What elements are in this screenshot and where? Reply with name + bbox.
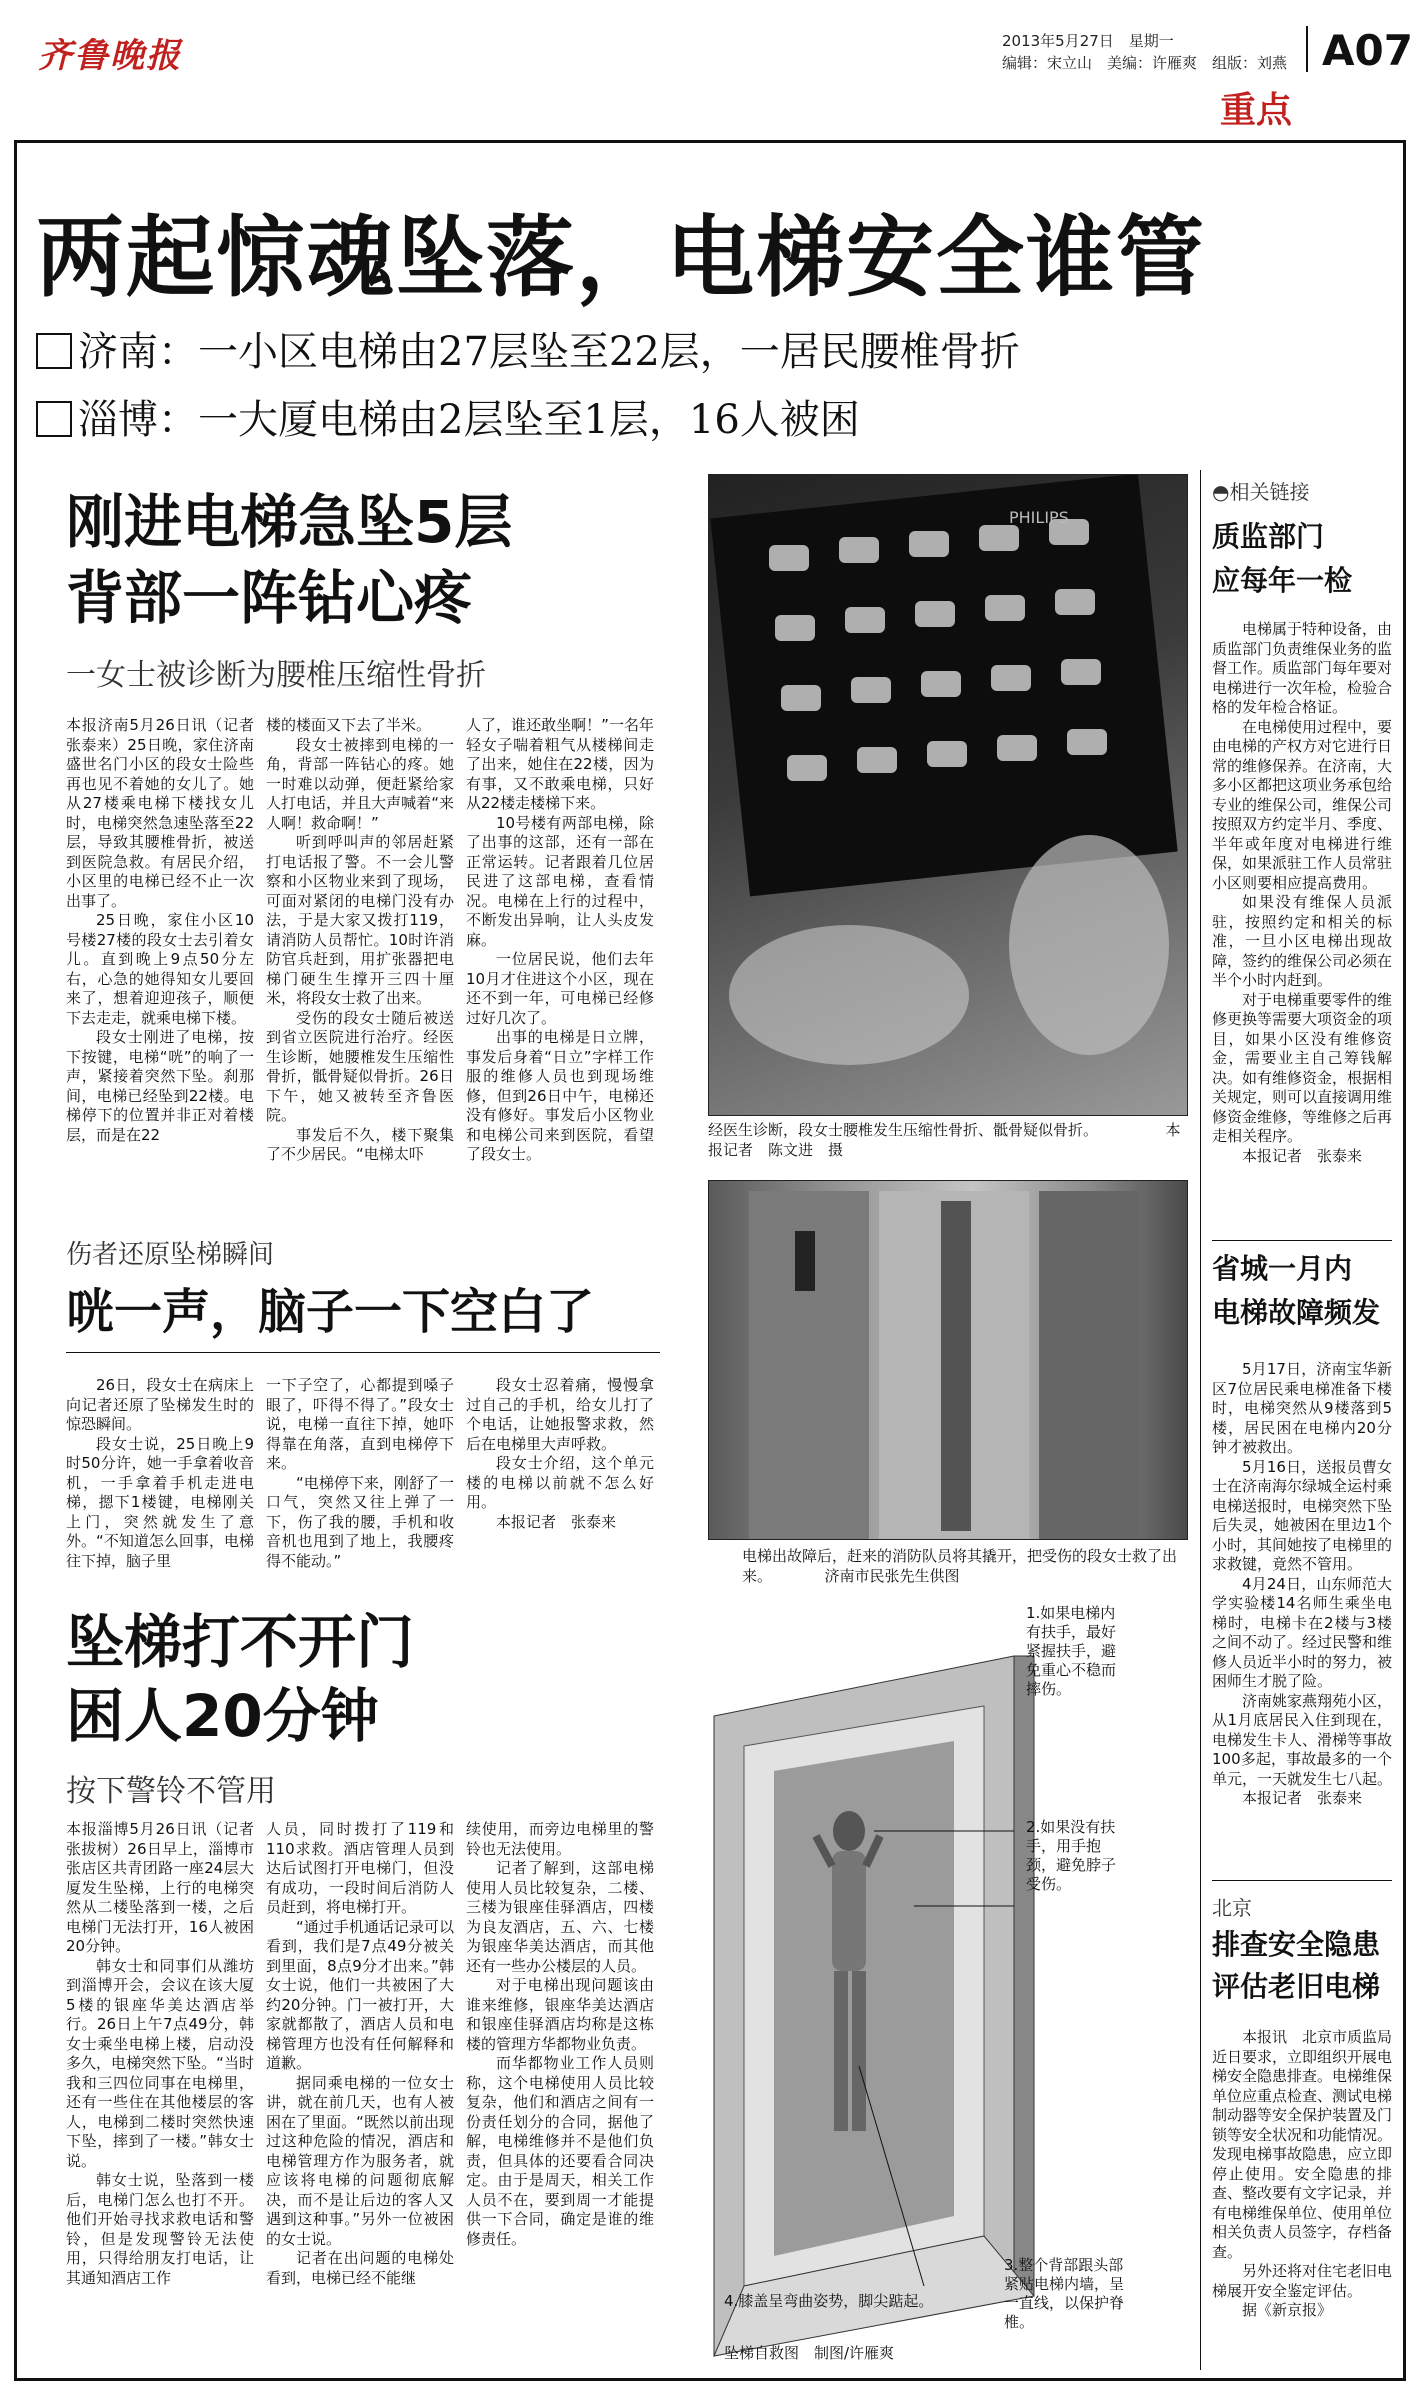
paragraph: 出事的电梯是日立牌，事发后身着“日立”字样工作服的维修人员也到现场维修，但到26日中午，电梯还没有修好。事发后小区物业和电梯公司来到医院，看望了段女士。 xyxy=(466,1028,654,1163)
rescue-tip-1: 1.如果电梯内有扶手，最好紧握扶手，避免重心不稳而摔伤。 xyxy=(1026,1604,1117,1698)
paragraph: 4月24日，山东师范大学实验楼14名师生乘坐电梯时，电梯卡在2楼与3楼之间不动了。经过民警和维修人员近半小时的努力，被困师生才脱了险。 xyxy=(1212,1574,1393,1690)
xray-brand-label: PHILIPS xyxy=(1009,508,1069,527)
elevator-door-illustration xyxy=(709,1181,1187,1539)
right-border xyxy=(1403,140,1406,2380)
paragraph: 本报淄博5月26日讯（记者 张拔树）26日早上，淄博市张店区共青团路一座24层大厦发生坠梯，上行的电梯突然从二楼坠落到一楼，之后电梯门无法打开，16人被困20分钟。 xyxy=(66,1820,270,1955)
paragraph: 而华都物业工作人员则称，这个电梯使用人员比较复杂，他们和酒店之间有一份责任划分的合同，据他了解，电梯维修并不是他们负责，但具体的还要看合同决定。由于是周天，相关工作人员不在，要到周一才能提供一下合同，确定是谁的维修责任。 xyxy=(466,2054,654,2248)
paragraph: 韩女士和同事们从潍坊到淄博开会，会议在该大厦5楼的银座华美达酒店举行。26日上午7点49分，韩女士乘坐电梯上楼，启动没多久，电梯突然下坠。“当时我和三四位同事在电梯里，还有一些住在其他楼层的客人，电梯到二楼时突然快速下坠，摔到了一楼。”韩女士说。 xyxy=(66,1956,254,2170)
paragraph: “电梯停下来，刚舒了一口气，突然又往上弹了一下，伤了我的腰，手机和收音机也甩到了地上，我腰疼得不能动。” xyxy=(266,1473,454,1570)
sidebar2-title-line1: 省城一月内 xyxy=(1212,1252,1353,1285)
paragraph: “通过手机通话记录可以看到，我们是7点49分被关到里面，8点9分才出来。”韩女士说，他们一共被困了大约20分钟。门一被打开，大家就都散了，酒店人员和电梯管理方也没有任何解释和道歉。 xyxy=(266,1917,454,2072)
page-number: A07 xyxy=(1322,26,1413,75)
sidebar1-title-line2: 应每年一检 xyxy=(1212,564,1353,597)
paragraph: 25日晚，家住小区10号楼27楼的段女士去引着女儿。直到晚上9点50分左右，心急的她得知女儿要回来了，想着迎迎孩子，顺便下去走走，就乘电梯下楼。 xyxy=(66,911,254,1027)
staff-credits: 编辑：宋立山 美编：许雁爽 组版：刘燕 xyxy=(1002,54,1288,72)
story3-column-2 xyxy=(266,1820,454,2288)
paragraph: 段女士被摔到电梯的一角，背部一阵钻心的疼。她一时难以动弹，便赶紧给家人打电话，并且大声喊着“来人啊！救命啊！” xyxy=(266,735,454,832)
newspaper-masthead: 齐鲁晚报 xyxy=(38,36,182,76)
story1-column-1 xyxy=(66,716,270,1145)
paragraph: 5月17日，济南宝华新区7位居民乘电梯准备下楼时，电梯突然从9楼落到5楼，居民困在电梯内20分钟才被救出。 xyxy=(1212,1360,1392,1456)
header-divider xyxy=(1306,26,1308,72)
story2-title: 咣一声，脑子一下空白了 xyxy=(66,1284,595,1340)
paragraph: 本报记者 张泰来 xyxy=(496,1512,617,1531)
rescue-tip-2: 2.如果没有扶手，用手抱颈，避免脖子受伤。 xyxy=(1026,1818,1117,1893)
paragraph: 受伤的段女士随后被送到省立医院进行治疗。经医生诊断，她腰椎发生压缩性骨折，骶骨疑似骨折。26日下午，她又被转至齐鲁医院。 xyxy=(266,1008,454,1124)
sidebar3-body xyxy=(1212,2028,1392,2321)
xray-photo xyxy=(708,474,1188,1116)
paragraph: 段女士说，25日晚上9时50分许，她一手拿着收音机，一手拿着手机走进电梯，摁下1楼键，电梯刚关上门，突然就发生了意外。“不知道怎么回事，电梯往下掉，脑子里 xyxy=(66,1434,254,1570)
sidebar-rule-2 xyxy=(1212,1880,1392,1881)
byline: 本报记者 张泰来 xyxy=(1242,1146,1363,1165)
xray-photo-caption: 经医生诊断，段女士腰椎发生压缩性骨折、骶骨疑似骨折。 本报记者 陈文进 摄 xyxy=(708,1121,1181,1159)
paragraph: 记者在出问题的电梯处看到，电梯已经不能继 xyxy=(266,2249,454,2287)
story1-deck: 一女士被诊断为腰椎压缩性骨折 xyxy=(66,658,486,693)
rescue-tip-3: 3.整个背部跟头部紧贴电梯内墙，呈一直线，以保护脊椎。 xyxy=(1004,2256,1125,2331)
sidebar2-title-line2: 电梯故障频发 xyxy=(1212,1296,1381,1329)
diagram-caption: 坠梯自救图 制图/许雁爽 xyxy=(724,2344,895,2362)
paragraph: 5月16日，送报员曹女士在济南海尔绿城全运村乘电梯送报时，电梯突然下坠后失灵，她被困在里边1个小时，其间她按了电梯里的求救键，竟然不管用。 xyxy=(1212,1457,1393,1573)
paragraph: 段女士介绍，这个单元楼的电梯以前就不怎么好用。 xyxy=(466,1454,654,1511)
paragraph: 人员，同时拨打了119和110求救。酒店管理人员到达后试图打开电梯门，但没有成功，一段时间后消防人员赶到，将电梯打开。 xyxy=(266,1820,454,1916)
sidebar-divider xyxy=(1200,470,1201,2370)
paragraph: 本报济南5月26日讯（记者 张泰来）25日晚，家住济南盛世名门小区的段女士险些再也见不着她的女儿了。她从27楼乘电梯下楼找女儿时，电梯突然急速坠落至22层，导致其腰椎骨折，被送到医院急救。有居民介绍，小区里的电梯已经不止一次出事了。 xyxy=(66,716,270,910)
sidebar1-body xyxy=(1212,620,1392,1166)
story3-title-line1: 坠梯打不开门 xyxy=(66,1608,415,1676)
paragraph: 另外还将对住宅老旧电梯展开安全鉴定评估。 xyxy=(1212,2262,1393,2300)
paragraph: 电梯属于特种设备，由质监部门负责维保业务的监督工作。质监部门每年要对电梯进行一次年检，检验合格的发年检合格证。 xyxy=(1212,620,1393,716)
paragraph: 续使用，而旁边电梯里的警铃也无法使用。 xyxy=(466,1820,654,1858)
bottom-border xyxy=(14,2378,1406,2381)
paragraph: 如果没有维保人员派驻，按照约定和相关的标准，一旦小区电梯出现故障，签约的维保公司必须在半个小时内赶到。 xyxy=(1212,893,1393,989)
sidebar2-body xyxy=(1212,1360,1392,1809)
paragraph: 本报讯 北京市质监局近日要求，立即组织开展电梯安全隐患排查。电梯维保单位应重点检查、测试电梯制动器等安全保护装置及门锁等安全状况和功能情况。发现电梯事故隐患，应立即停止使用。安全隐患的排查、整改要有文字记录，并有电梯维保单位、使用单位相关负责人员签字，存档备查。 xyxy=(1212,2028,1393,2261)
paragraph: 10号楼有两部电梯，除了出事的这部，还有一部在正常运转。记者跟着几位居民进了这部电梯，查看情况。电梯在上行的过程中，不断发出异响，让人头皮发麻。 xyxy=(466,813,654,949)
story3-column-3 xyxy=(466,1820,654,2249)
top-rule xyxy=(14,140,1406,143)
paragraph: 一位居民说，他们去年10月才住进这个小区，现在还不到一年，可电梯已经修过好几次了。 xyxy=(466,950,654,1027)
paragraph: 韩女士说，坠落到一楼后，电梯门怎么也打不开。他们开始寻找求救电话和警铃，但是发现警铃无法使用，只得给朋友打电话，让其通知酒店工作 xyxy=(66,2171,254,2287)
paragraph: 事发后不久，楼下聚集了不少居民。“电梯太吓 xyxy=(266,1125,454,1163)
paragraph: 26日，段女士在病床上向记者还原了坠梯发生时的惊恐瞬间。 xyxy=(66,1376,254,1433)
story1-column-2 xyxy=(266,716,454,1165)
story1-title-line1: 刚进电梯急坠5层 xyxy=(66,488,513,556)
story2-column-3 xyxy=(466,1376,654,1532)
sidebar3-title-line1: 排查安全隐患 xyxy=(1212,1928,1381,1961)
elevator-photo-caption: 电梯出故障后，赶来的消防队员将其撬开，把受伤的段女士救了出来。 济南市民张先生供图 xyxy=(742,1547,1178,1585)
byline: 本报记者 张泰来 xyxy=(1242,1789,1363,1807)
paragraph: 对于电梯重要零件的维修更换等需要大项资金的项目，如果小区没有维修资金，需要业主自己筹钱解决。如有维修资金，根据相关规定，则可以直接调用维修资金维修，等维修之后再走相关程序。 xyxy=(1212,990,1393,1145)
story3-deck: 按下警铃不管用 xyxy=(66,1774,276,1809)
elevator-door-photo xyxy=(708,1180,1188,1540)
sidebar3-title-line2: 评估老旧电梯 xyxy=(1212,1970,1381,2003)
xray-illustration xyxy=(709,475,1187,1115)
subheadline-jinan: 济南：一小区电梯由27层坠至22层，一居民腰椎骨折 xyxy=(36,320,1020,377)
paragraph: 楼的楼面又下去了半米。 xyxy=(266,716,432,734)
paragraph: 段女士刚进了电梯，按下按键，电梯“咣”的响了一声，紧接着突然下坠。刹那间，电梯已经坠到22楼。电梯停下的位置并非正对着楼层，而是在22 xyxy=(66,1028,254,1144)
story3-column-1 xyxy=(66,1820,270,2288)
sidebar1-title-line1: 质监部门 xyxy=(1212,520,1325,553)
link-icon: ◓ xyxy=(1212,480,1230,504)
dateline: 2013年5月27日 星期一 xyxy=(1002,32,1174,50)
subheadline-zibo: 淄博：一大厦电梯由2层坠至1层，16人被困 xyxy=(36,388,860,445)
paragraph: 听到呼叫声的邻居赶紧打电话报了警。不一会儿警察和小区物业来到了现场，可面对紧闭的电梯门没有办法，于是大家又拨打119，请消防人员帮忙。10时许消防官兵赶到，用扩张器把电梯门硬生生撑开三四十厘米，将段女士救了出来。 xyxy=(266,833,454,1007)
main-headline: 两起惊魂坠落，电梯安全谁管 xyxy=(36,205,1207,309)
story1-title-line2: 背部一阵钻心疼 xyxy=(66,564,473,632)
self-rescue-diagram xyxy=(704,1596,1194,2376)
byline: 据《新京报》 xyxy=(1242,2301,1333,2319)
section-label: 重点 xyxy=(1220,90,1293,131)
sidebar-rule-1 xyxy=(1212,1240,1392,1241)
story2-rule xyxy=(66,1352,660,1353)
paragraph: 对于电梯出现问题该由谁来维修，银座华美达酒店和银座佳驿酒店均称是这栋楼的管理方华都物业负责。 xyxy=(466,1976,654,2053)
paragraph: 人了，谁还敢坐啊！”一名年轻女子喘着粗气从楼梯间走了出来，她住在22楼，因为有事，又不敢乘电梯，只好从22楼走楼梯下来。 xyxy=(466,716,654,812)
story2-column-1 xyxy=(66,1376,254,1571)
left-border xyxy=(14,140,17,2380)
story1-column-3 xyxy=(466,716,654,1165)
sidebar3-tag: 北京 xyxy=(1212,1896,1252,1920)
related-links-tag: ◓相关链接 xyxy=(1212,480,1310,504)
paragraph: 记者了解到，这部电梯使用人员比较复杂，二楼、三楼为银座佳驿酒店，四楼为良友酒店，五、六、七楼为银座华美达酒店，而其他还有一些办公楼层的人员。 xyxy=(466,1859,654,1975)
paragraph: 段女士忍着痛，慢慢拿过自己的手机，给女儿打了个电话，让她报警求救，然后在电梯里大声呼救。 xyxy=(466,1376,654,1453)
paragraph: 济南姚家燕翔苑小区，从1月底居民入住到现在，电梯发生卡人、滑梯等事故100多起，事故最多的一个单元，一天就发生七八起。 xyxy=(1212,1691,1393,1788)
paragraph: 在电梯使用过程中，要由电梯的产权方对它进行日常的维修保养。在济南，大多小区都把这项业务承包给专业的维保公司，维保公司按照双方约定半月、季度、半年或年度对电梯进行维保，如果派驻工作人员常驻小区则要相应提高费用。 xyxy=(1212,717,1393,892)
paragraph: 据同乘电梯的一位女士讲，就在前几天，也有人被困在了里面。“既然以前出现过这种危险的情况，酒店和电梯管理方作为服务者，就应该将电梯的问题彻底解决，而不是让后边的客人又遇到这种事。”另外一位被困的女士说。 xyxy=(266,2073,454,2248)
rescue-tip-4: 4.膝盖呈弯曲姿势，脚尖踮起。 xyxy=(724,2292,934,2310)
checkbox-glyph xyxy=(36,401,72,437)
story2-column-2 xyxy=(266,1376,454,1571)
checkbox-glyph xyxy=(36,333,72,369)
story3-title-line2: 困人20分钟 xyxy=(66,1682,379,1750)
paragraph: 一下子空了，心都提到嗓子眼了，吓得不得了。”段女士说，电梯一直往下掉，她吓得靠在角落，直到电梯停下来。 xyxy=(266,1376,454,1472)
story2-kicker: 伤者还原坠梯瞬间 xyxy=(66,1240,275,1270)
